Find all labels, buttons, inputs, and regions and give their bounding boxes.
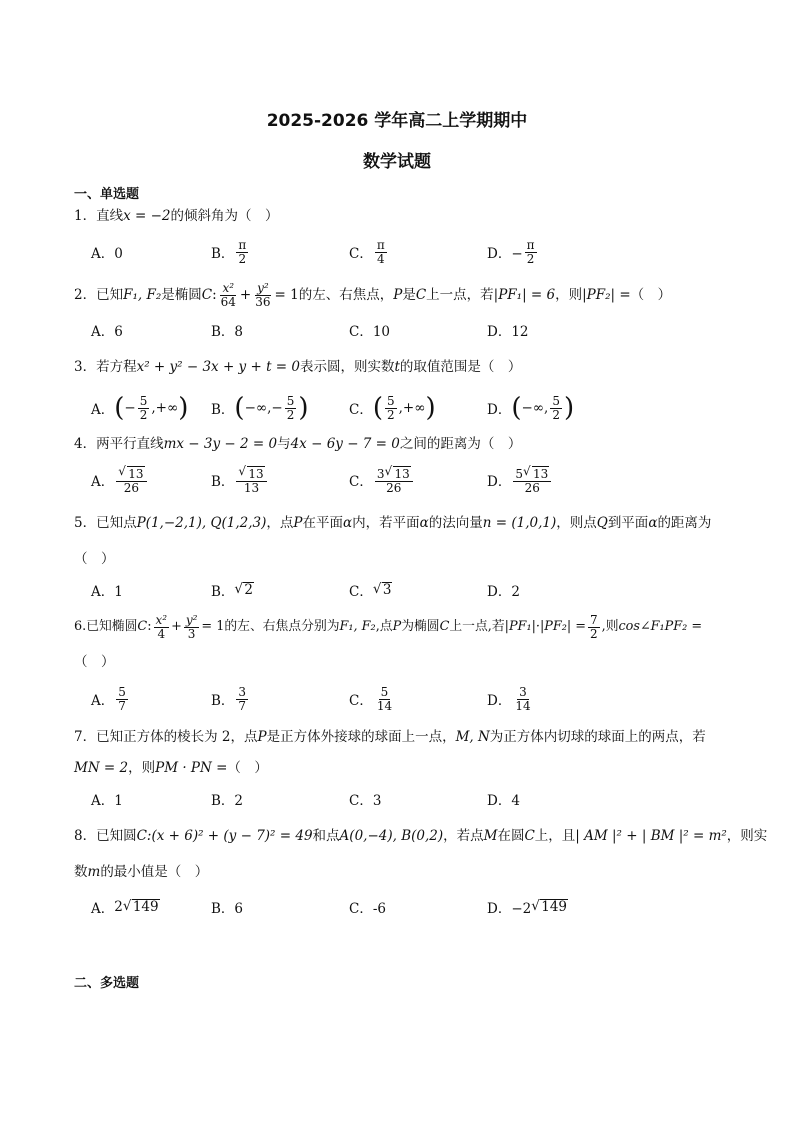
q1-lead: 1．直线 <box>74 208 124 224</box>
q8-option-d[interactable]: D．−2 √ 149 <box>487 889 568 925</box>
q7-option-c[interactable]: C．3 <box>349 793 382 809</box>
q2-option-a[interactable]: A．6 <box>91 324 123 340</box>
q1-expr: x = −2 <box>123 208 171 224</box>
question-8: 8．已知圆C:(x + 6)² + (y − 7)² = 49和点A(0,−4), B(0,2)，若点M在圆C上，且| AM |² + | BM |² = m²，则实 <box>74 828 768 844</box>
exam-subtitle: 数学试题 <box>363 152 431 172</box>
q5-option-a[interactable]: A．1 <box>91 584 123 600</box>
q6-continuation: （ ） <box>74 654 115 670</box>
question-5: 5．已知点P(1,−2,1), Q(1,2,3)，点P在平面α内，若平面α的法向量n = (1,0,1)，则点Q到平面α的距离为 <box>74 515 712 531</box>
q8-continuation: 数m的最小值是（ ） <box>74 864 209 880</box>
q7-option-a[interactable]: A．1 <box>91 793 123 809</box>
question-2: 2．已知 F₁, F₂ 是椭圆 C : $\frac{\text{x²}}{64}$ + $\frac{\text{y²}}{36}$ = 1 的左、右焦点， P 是 C 上一点，若 |PF₁| = 6 ，则 |PF₂| = （ ） <box>74 280 672 309</box>
q3-option-c[interactable]: C． ( $\frac{5}{2}$ ,+∞ ) <box>349 393 436 423</box>
q7-option-d[interactable]: D．4 <box>487 793 520 809</box>
q8-option-a[interactable]: A． 2 √ 149 <box>91 889 160 925</box>
q6-option-c[interactable]: C． $\frac{5}{14}$ <box>349 684 393 713</box>
q1-tail: 的倾斜角为（ ） <box>170 208 279 224</box>
q2-options <box>91 312 651 348</box>
q4-option-c[interactable]: C． $\frac{3√ 13}{26}$ <box>349 462 415 498</box>
q3-options <box>91 390 651 426</box>
q1-option-d[interactable]: D．− $\frac{\pi}{2}$ <box>487 237 535 266</box>
q6-option-a[interactable]: A． $\frac{5}{7}$ <box>91 684 126 713</box>
q4-option-d[interactable]: D． $\frac{5√ 13}{26}$ <box>487 462 553 498</box>
q4-option-a[interactable]: A． √ $\frac{13}{26}$ <box>91 462 149 498</box>
q3-option-b[interactable]: B． ( −∞,− $\frac{5}{2}$ ) <box>211 393 309 423</box>
q6-options <box>91 681 651 717</box>
q1-option-b[interactable]: B． $\frac{\pi}{2}$ <box>211 237 247 266</box>
q7-continuation: MN = 2，则PM · PN =（ ） <box>74 760 268 776</box>
q3-option-a[interactable]: A． ( − $\frac{5}{2}$ ,+∞ ) <box>91 393 189 423</box>
q2-option-c[interactable]: C．10 <box>349 324 391 340</box>
q6-option-b[interactable]: B． $\frac{3}{7}$ <box>211 684 247 713</box>
q8-options <box>91 889 651 925</box>
q1-options <box>91 234 651 270</box>
q5-option-c[interactable]: C． √ 3 <box>349 572 392 608</box>
q8-option-b[interactable]: B．6 <box>211 901 244 917</box>
section-multiple-choice: 二、多选题 <box>74 976 140 991</box>
section-single-choice: 一、单选题 <box>74 187 140 202</box>
question-7: 7．已知正方体的棱长为 2，点P是正方体外接球的球面上一点，M, N为正方体内切球的球面上的两点，若 <box>74 729 706 745</box>
fraction: $\frac{\pi}{2}$ <box>238 237 247 266</box>
q7-options <box>91 781 651 817</box>
question-6: 6.已知椭圆 C : $\frac{\text{x²}}{4}$ + $\frac{\text{y²}}{3}$ = 1 的左、右焦点分别为 F₁, F₂ ,点 P 为椭圆 C 上一点,若 |PF₁|·|PF₂| = $\frac{7}{2}$ ,则 cos∠F₁PF₂ = <box>74 612 703 641</box>
q6-option-d[interactable]: D． $\frac{3}{14}$ <box>487 684 531 713</box>
q5-option-b[interactable]: B． √ 2 <box>211 572 254 608</box>
q4-options <box>91 462 651 498</box>
question-4: 4．两平行直线mx − 3y − 2 = 0与4x − 6y − 7 = 0之间的距离为（ ） <box>74 436 522 452</box>
q1-option-a[interactable]: A．0 <box>91 246 123 262</box>
q8-option-c[interactable]: C．-6 <box>349 901 386 917</box>
fraction: $\frac{\pi}{2}$ <box>526 237 535 266</box>
exam-title: 2025-2026 学年高二上学期期中 <box>266 111 528 131</box>
q4-option-b[interactable]: B． √ $\frac{13}{13}$ <box>211 462 269 498</box>
q5-continuation: （ ） <box>74 551 115 567</box>
fraction: $\frac{\pi}{4}$ <box>376 237 385 266</box>
q2-option-b[interactable]: B．8 <box>211 324 244 340</box>
q2-option-d[interactable]: D．12 <box>487 324 529 340</box>
q5-options <box>91 572 651 608</box>
question-1 <box>74 206 734 226</box>
question-3: 3．若方程x² + y² − 3x + y + t = 0表示圆，则实数t的取值范围是（ ） <box>74 359 522 375</box>
q1-option-c[interactable]: C． $\frac{\pi}{4}$ <box>349 237 385 266</box>
q3-option-d[interactable]: D． ( −∞, $\frac{5}{2}$ ) <box>487 393 575 423</box>
q7-option-b[interactable]: B．2 <box>211 793 244 809</box>
q5-option-d[interactable]: D．2 <box>487 584 520 600</box>
